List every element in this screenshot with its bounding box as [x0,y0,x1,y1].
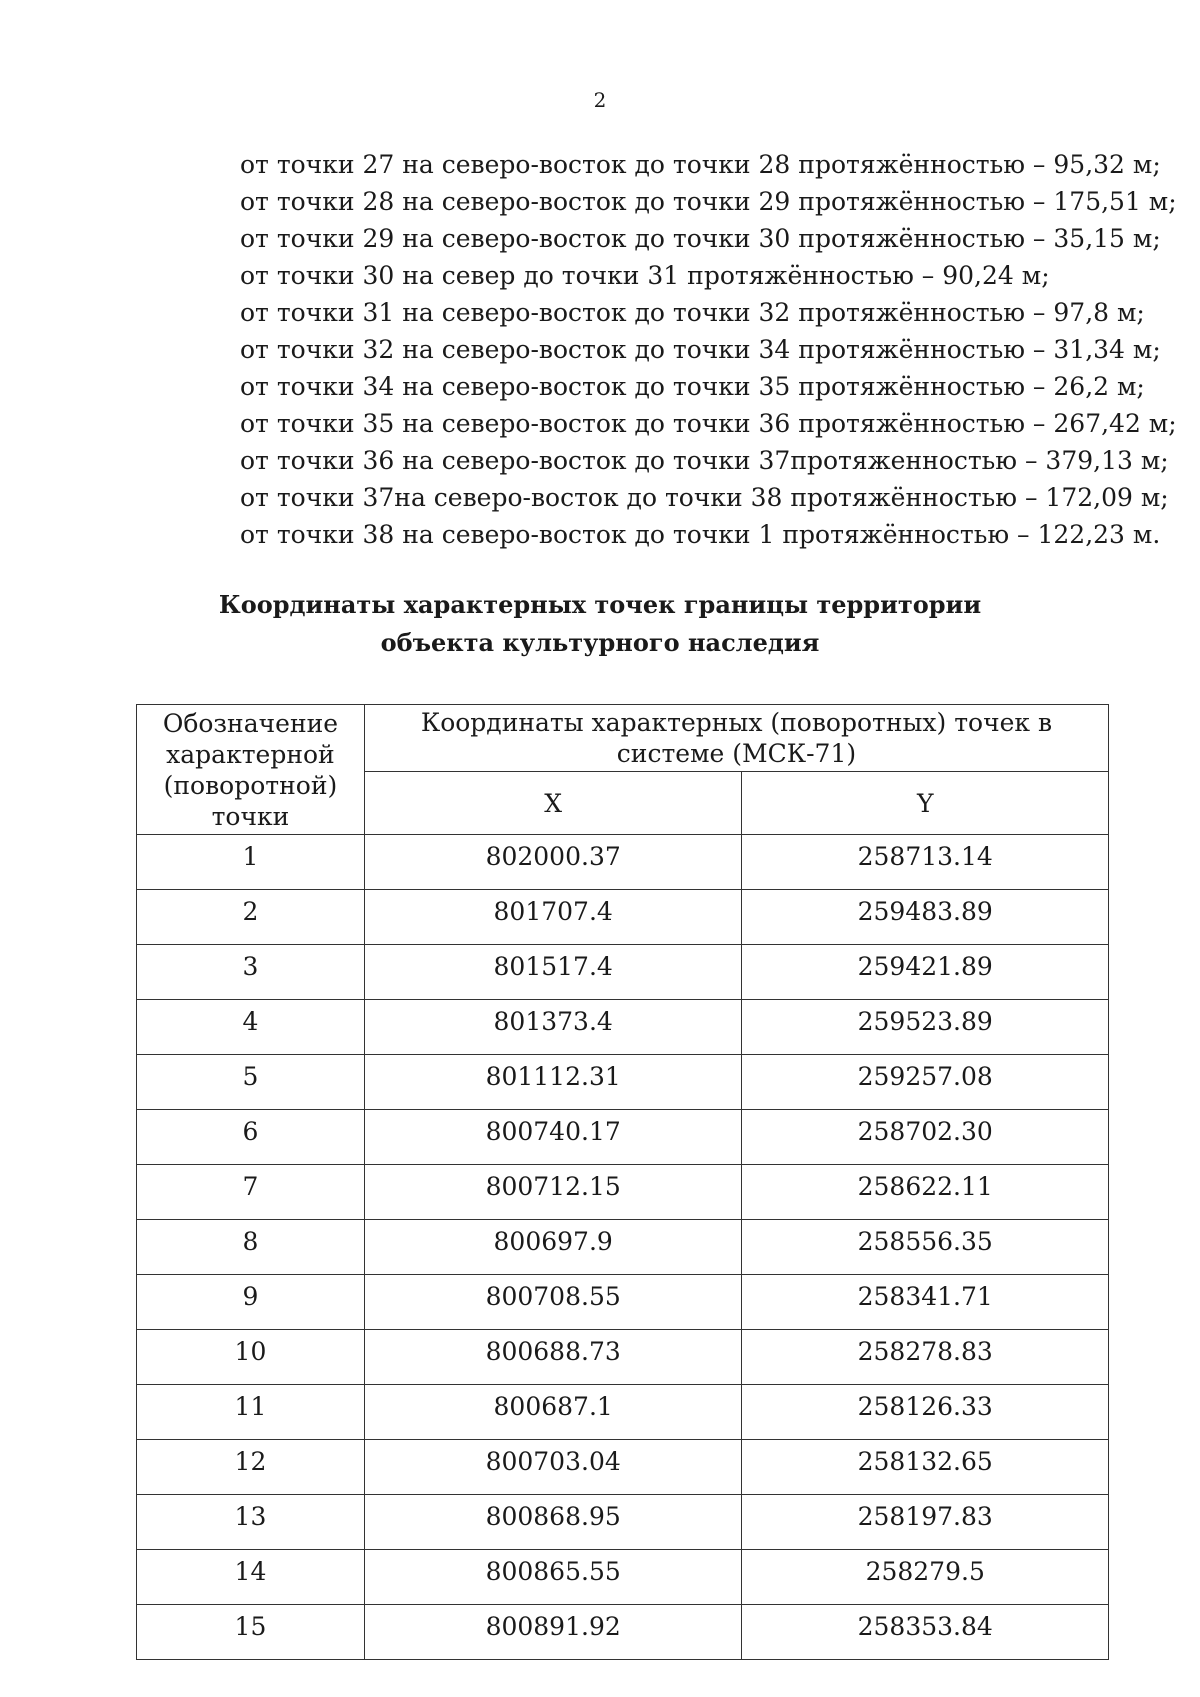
point-number-cell: 14 [137,1550,365,1605]
route-line: от точки 36 на северо-восток до точки 37протяженностью – 379,13 м; [240,446,1169,475]
point-designation-header: Обозначение характерной (поворотной) точки [137,705,365,835]
x-coordinate-cell: 800708.55 [364,1275,742,1330]
x-coordinate-cell: 800697.9 [364,1220,742,1275]
point-number-cell: 12 [137,1440,365,1495]
y-coordinate-cell: 259257.08 [742,1055,1109,1110]
point-number-cell: 10 [137,1330,365,1385]
y-coordinate-cell: 258126.33 [742,1385,1109,1440]
page-number: 2 [593,88,607,112]
table-row [137,835,1109,890]
table-row [137,1275,1109,1330]
x-coordinate-cell: 800703.04 [364,1440,742,1495]
route-line: от точки 32 на северо-восток до точки 34 протяжённостью – 31,34 м; [240,335,1161,364]
coordinates-system-header: Координаты характерных (поворотных) точек в системе (МСК-71) [364,705,1108,772]
y-coordinate-cell: 258622.11 [742,1165,1109,1220]
route-line: от точки 30 на север до точки 31 протяжённостью – 90,24 м; [240,261,1050,290]
x-coordinate-cell: 800891.92 [364,1605,742,1660]
y-coordinate-cell: 258353.84 [742,1605,1109,1660]
point-number-cell: 2 [137,890,365,945]
point-number-cell: 7 [137,1165,365,1220]
x-coordinate-cell: 800868.95 [364,1495,742,1550]
x-coordinate-cell: 801517.4 [364,945,742,1000]
y-coordinate-cell: 258197.83 [742,1495,1109,1550]
route-line: от точки 38 на северо-восток до точки 1 протяжённостью – 122,23 м. [240,520,1161,549]
table-row [137,1220,1109,1275]
route-description-list [240,146,1177,553]
table-row [137,1495,1109,1550]
route-line: от точки 29 на северо-восток до точки 30 протяжённостью – 35,15 м; [240,224,1161,253]
y-header: Y [742,772,1109,835]
coordinates-table [136,704,1109,1660]
x-coordinate-cell: 800865.55 [364,1550,742,1605]
point-number-cell: 15 [137,1605,365,1660]
table-row [137,1605,1109,1660]
y-coordinate-cell: 258132.65 [742,1440,1109,1495]
table-row [137,945,1109,1000]
table-row [137,1110,1109,1165]
coordinates-table-body [137,835,1109,1660]
table-row [137,1440,1109,1495]
y-coordinate-cell: 259421.89 [742,945,1109,1000]
point-number-cell: 3 [137,945,365,1000]
point-number-cell: 13 [137,1495,365,1550]
y-coordinate-cell: 258556.35 [742,1220,1109,1275]
x-coordinate-cell: 802000.37 [364,835,742,890]
x-coordinate-cell: 800688.73 [364,1330,742,1385]
x-coordinate-cell: 800712.15 [364,1165,742,1220]
y-coordinate-cell: 258341.71 [742,1275,1109,1330]
route-line: от точки 35 на северо-восток до точки 36 протяжённостью – 267,42 м; [240,409,1177,438]
point-number-cell: 8 [137,1220,365,1275]
y-coordinate-cell: 259483.89 [742,890,1109,945]
table-row [137,1330,1109,1385]
heading-line-1: Координаты характерных точек границы территории [218,590,982,619]
y-coordinate-cell: 258279.5 [742,1550,1109,1605]
x-header: X [364,772,742,835]
point-number-cell: 6 [137,1110,365,1165]
y-coordinate-cell: 258713.14 [742,835,1109,890]
point-number-cell: 9 [137,1275,365,1330]
route-line: от точки 34 на северо-восток до точки 35 протяжённостью – 26,2 м; [240,372,1145,401]
route-line: от точки 31 на северо-восток до точки 32 протяжённостью – 97,8 м; [240,298,1145,327]
point-number-cell: 11 [137,1385,365,1440]
route-line: от точки 27 на северо-восток до точки 28 протяжённостью – 95,32 м; [240,150,1161,179]
table-row [137,1000,1109,1055]
x-coordinate-cell: 801112.31 [364,1055,742,1110]
y-coordinate-cell: 258278.83 [742,1330,1109,1385]
table-row [137,1385,1109,1440]
heading-line-2: объекта культурного наследия [380,628,820,657]
point-number-cell: 5 [137,1055,365,1110]
point-number-cell: 1 [137,835,365,890]
table-row [137,890,1109,945]
x-coordinate-cell: 800740.17 [364,1110,742,1165]
point-number-cell: 4 [137,1000,365,1055]
y-coordinate-cell: 258702.30 [742,1110,1109,1165]
table-row [137,1055,1109,1110]
x-coordinate-cell: 801707.4 [364,890,742,945]
x-coordinate-cell: 800687.1 [364,1385,742,1440]
section-heading [0,586,1200,662]
y-coordinate-cell: 259523.89 [742,1000,1109,1055]
table-row [137,1165,1109,1220]
table-row [137,1550,1109,1605]
x-coordinate-cell: 801373.4 [364,1000,742,1055]
route-line: от точки 37на северо-восток до точки 38 протяжённостью – 172,09 м; [240,483,1169,512]
route-line: от точки 28 на северо-восток до точки 29 протяжённостью – 175,51 м; [240,187,1177,216]
